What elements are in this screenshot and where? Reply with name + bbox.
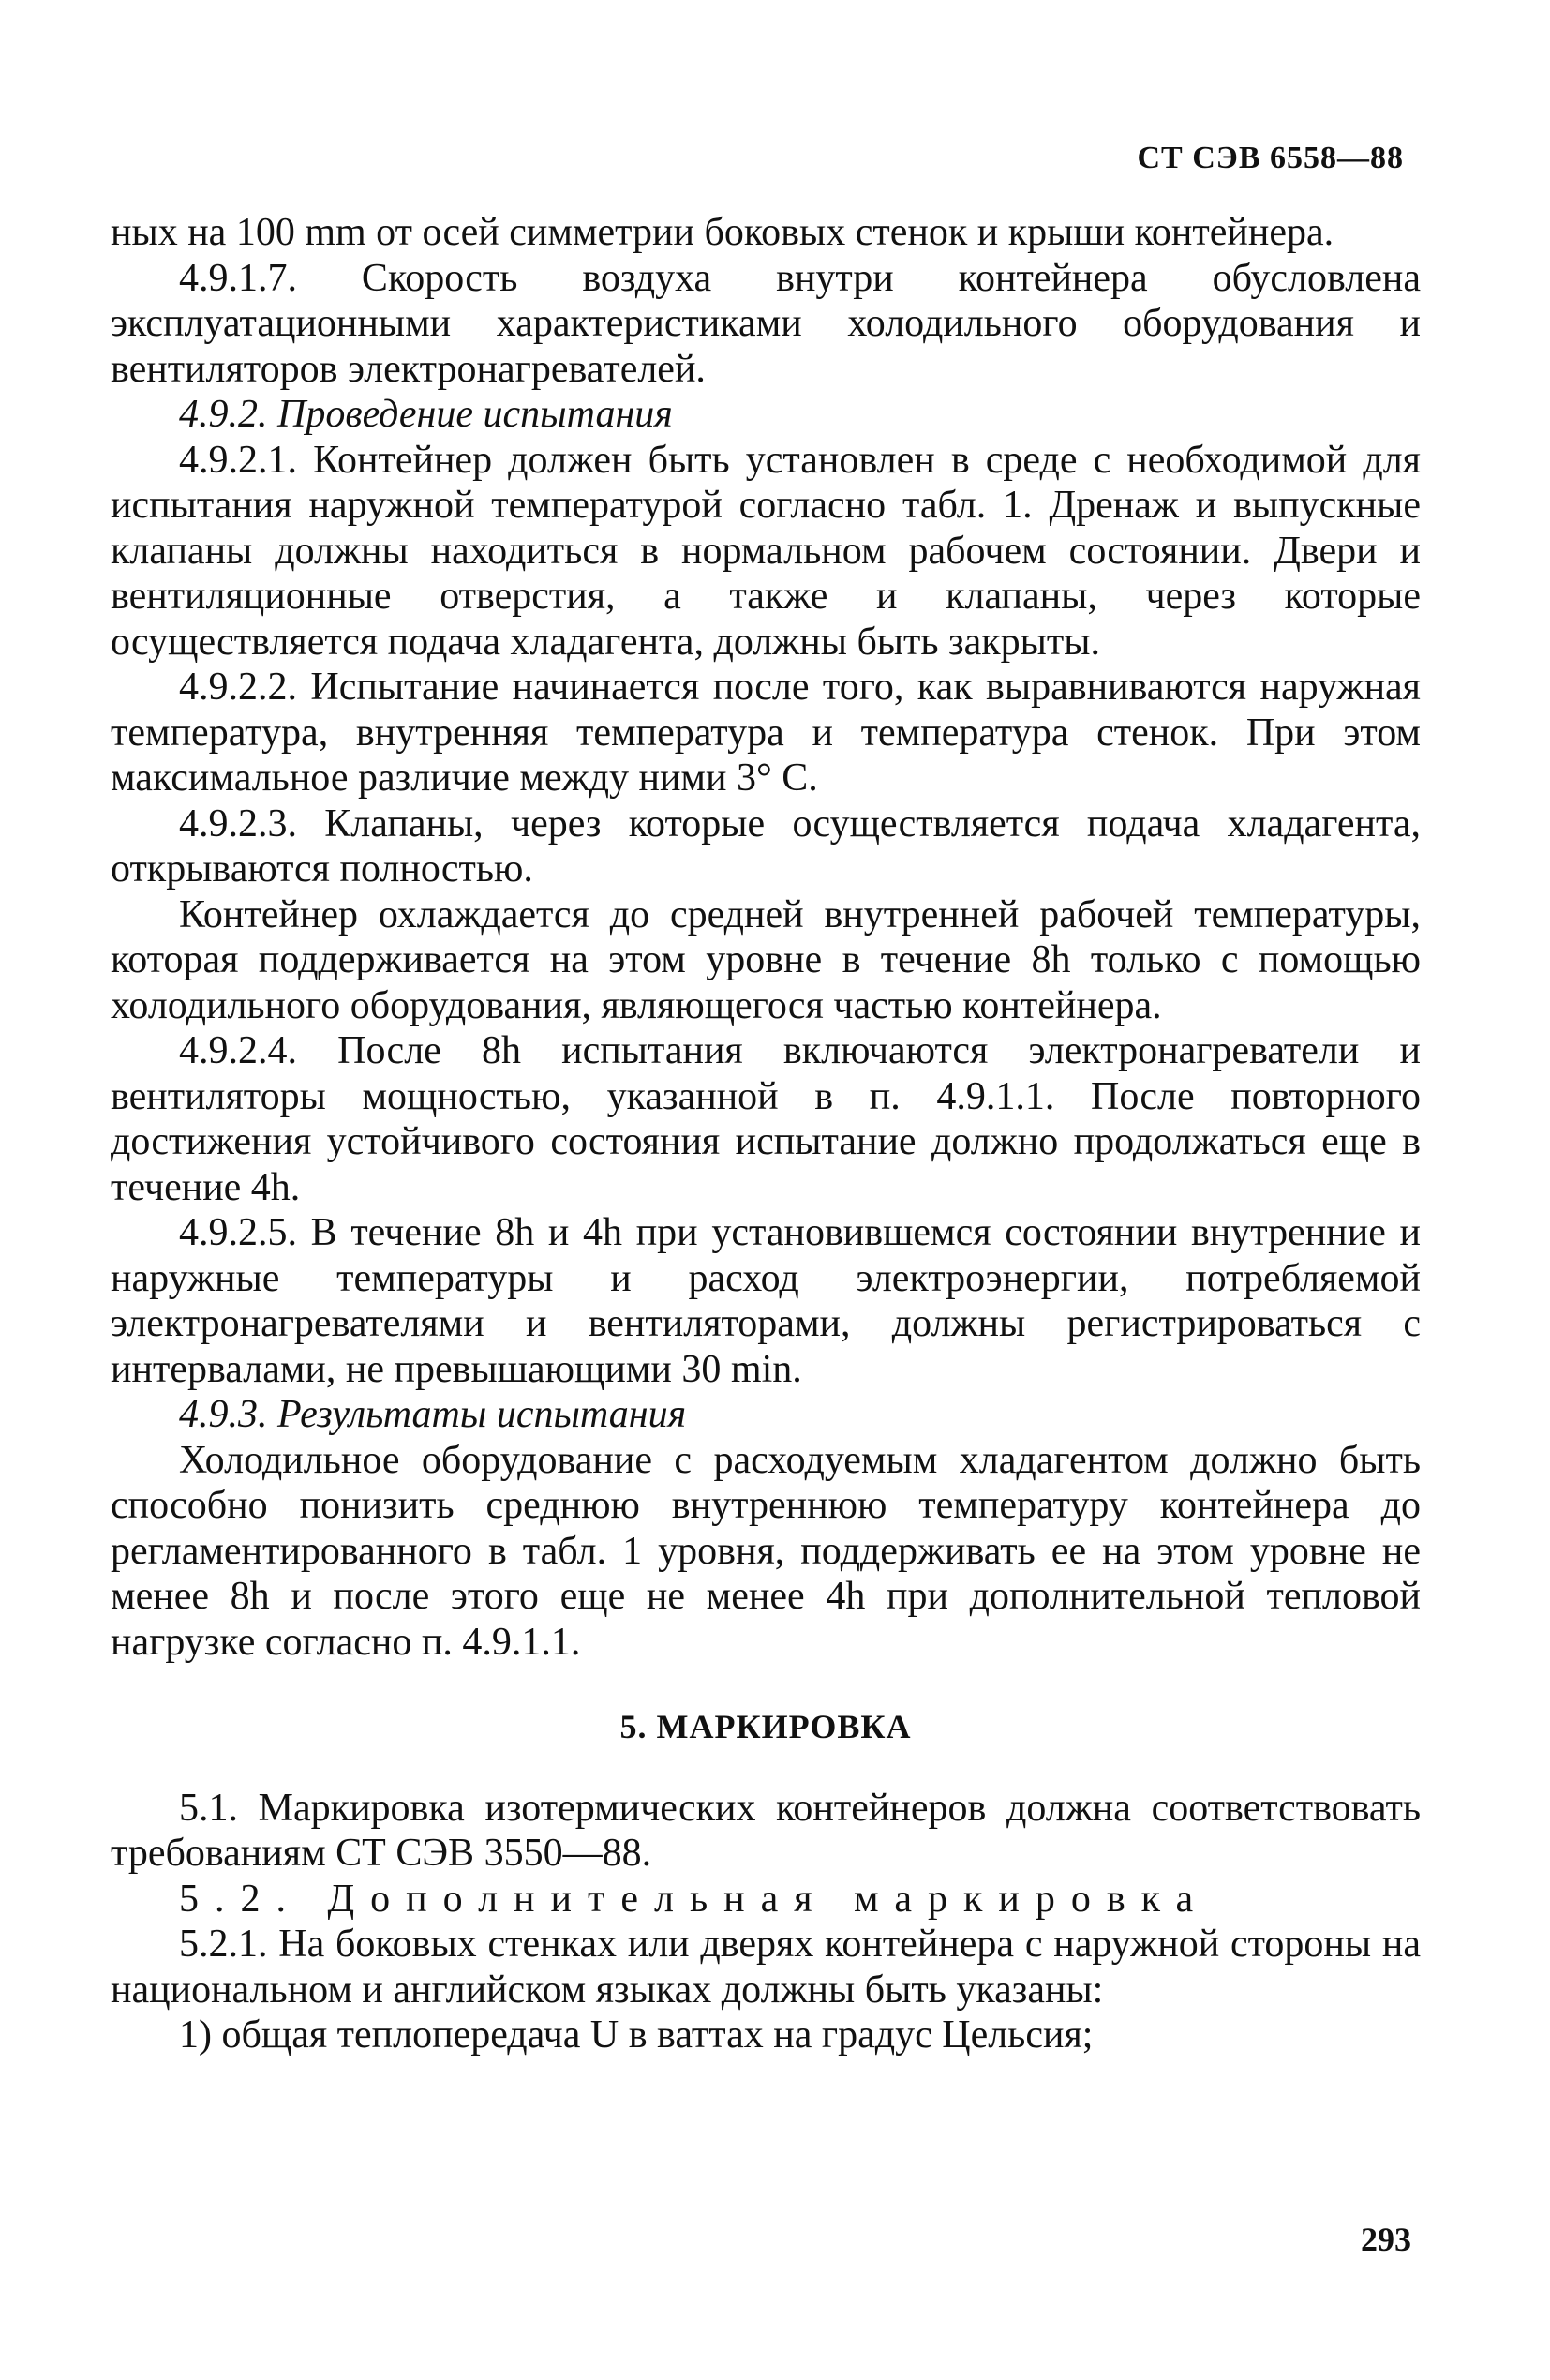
paragraph-5-1: 5.1. Маркировка изотермических контейнеров должна соответствовать требованиям СТ СЭВ 3550—88. xyxy=(111,1786,1421,1875)
subsection-heading-4-9-2: 4.9.2. Проведение испытания xyxy=(179,393,673,436)
paragraph-4-9-2-1: 4.9.2.1. Контейнер должен быть установлен в среде с необходимой для испытания наружной температурой согласно табл. 1. Дренаж и выпускные клапаны должны находиться в нормальном рабочем состоянии. Двери и вентиляционные отверстия, а также и клапаны, через которые осуществляется подача хладагента, должны быть закрыты. xyxy=(111,438,1421,664)
page-number: 293 xyxy=(1361,2221,1411,2258)
paragraph-cooling: Контейнер охлаждается до средней внутренней рабочей температуры, которая поддерживается на этом уровне в течение 8h только с помощью холодильного оборудования, являющегося частью контейнера. xyxy=(111,892,1421,1027)
paragraph-4-9-2-2: 4.9.2.2. Испытание начинается после того, как выравниваются наружная температура, внутренняя температура и температура стенок. При этом максимальное различие между ними 3° С. xyxy=(111,666,1421,800)
paragraph-4-9-2-3: 4.9.2.3. Клапаны, через которые осуществляется подача хладагента, открываются полностью. xyxy=(111,801,1421,891)
paragraph-4-9-2-4: 4.9.2.4. После 8h испытания включаются электронагреватели и вентиляторы мощностью, указанной в п. 4.9.1.1. После повторного достижения устойчивого состояния испытание должно продолжаться еще в течение 4h. xyxy=(111,1029,1421,1209)
paragraph-5-2-1: 5.2.1. На боковых стенках или дверях контейнера с наружной стороны на национальном и английском языках должны быть указаны: xyxy=(111,1923,1421,2012)
list-item-1: 1) общая теплопередача U в ваттах на градус Цельсия; xyxy=(179,2013,1094,2057)
paragraph-4-9-1-7: 4.9.1.7. Скорость воздуха внутри контейнера обусловлена эксплуатационными характеристиками холодильного оборудования и вентиляторов электронагревателей. xyxy=(111,256,1421,391)
paragraph-4-9-2-5: 4.9.2.5. В течение 8h и 4h при установившемся состоянии внутренние и наружные температуры и расход электроэнергии, потребляемой электронагревателями и вентиляторами, должны регистрироваться с интервалами, не превышающими 30 min. xyxy=(111,1211,1421,1391)
paragraph-results: Холодильное оборудование с расходуемым хладагентом должно быть способно понизить среднюю внутреннюю температуру контейнера до регламентированного в табл. 1 уровня, поддерживать ее на этом уровне не менее 8h и после этого еще не менее 4h при дополнительной тепловой нагрузке согласно п. 4.9.1.1. xyxy=(111,1438,1421,1664)
subsection-heading-4-9-3: 4.9.3. Результаты испытания xyxy=(179,1393,687,1436)
document-code: СТ СЭВ 6558—88 xyxy=(1137,141,1404,175)
section-heading-marking: 5. МАРКИРОВКА xyxy=(619,1708,912,1745)
subsection-heading-5-2: 5.2. Дополнительная маркировка xyxy=(179,1877,1210,1921)
body-text xyxy=(111,210,1421,2058)
paragraph-continuation: ных на 100 mm от осей симметрии боковых стенок и крыши контейнера. xyxy=(111,211,1334,254)
